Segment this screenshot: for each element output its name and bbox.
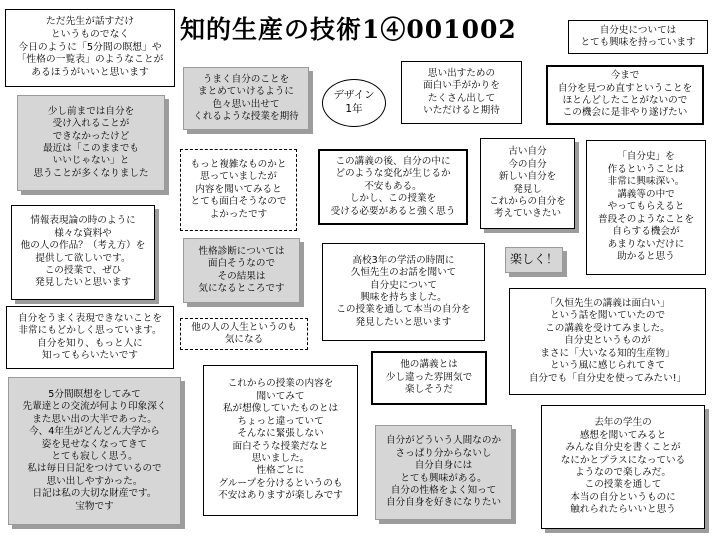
comment-card-22 <box>375 425 512 520</box>
card-line: 去年の学生の <box>594 417 652 429</box>
comment-card-16 <box>509 288 706 395</box>
card-line: どのような変化が生じるか <box>335 168 451 180</box>
card-line: 思い出しやすかった。 <box>46 475 143 487</box>
card-line: 非常にもどかしく思っています。 <box>18 325 162 337</box>
card-line: 考えていきたい <box>493 208 562 220</box>
comment-card-15 <box>505 247 563 273</box>
card-line: 知ってもらいたいです <box>42 349 138 361</box>
card-line: 思っていましたが <box>200 171 277 183</box>
card-line: 少し違った雰囲気で <box>385 371 473 383</box>
card-line: 思うことが多くなりました <box>33 167 149 179</box>
card-line: 自分を見つめ直すということを <box>557 82 693 94</box>
card-line: まとめていけるように <box>198 86 294 98</box>
card-line: 提供して欲しいです。 <box>35 252 131 264</box>
comment-card-3 <box>17 95 165 191</box>
card-line: 自分がどういう人間なのか <box>385 435 502 447</box>
card-line: 今の自分 <box>508 158 547 170</box>
card-line: 思いました。 <box>251 452 310 464</box>
card-line: この授業を通して本当の自分を <box>336 304 471 316</box>
card-line: 先輩達との交流が何より印象深く <box>22 401 167 413</box>
card-line: 自分をうまく表現できないことを <box>18 312 162 324</box>
card-line: 日記は私の大切な財産です。 <box>32 488 157 500</box>
card-line: やってもらえると <box>607 201 685 213</box>
comment-card-11 <box>586 140 706 275</box>
card-line: 助かると思う <box>617 251 675 263</box>
card-line: 自分史について <box>370 279 437 291</box>
comment-card-10 <box>480 138 575 229</box>
comment-card-19 <box>371 351 487 405</box>
card-line: 他の講義とは <box>400 359 458 371</box>
card-line: 「性格の一覧表」のようなことが <box>16 54 164 66</box>
card-line: 私が想像していたものとは <box>222 403 339 415</box>
card-line: 非常に興味深い。 <box>607 176 685 188</box>
card-line: 他の人の作品？（考え方）を <box>20 240 146 252</box>
card-line: 久恒先生のお話を聞いて <box>350 267 457 279</box>
card-line: 発見したいと思います <box>355 316 452 328</box>
card-line: まさに「大いなる知的生産物」 <box>540 347 675 359</box>
comment-card-4 <box>183 67 309 130</box>
grade-ellipse <box>322 79 386 127</box>
card-line: よかったです <box>209 208 268 220</box>
card-line: 聞いてみて <box>256 390 305 402</box>
card-line: という風に感じられてきて <box>549 360 666 372</box>
card-line: 他の人の人生というのも <box>191 321 297 333</box>
card-line: 面白そうなので <box>207 258 276 270</box>
card-line: 受ける必要があると強く思う <box>330 205 456 217</box>
card-line: この講義の後、自分の中に <box>335 155 451 167</box>
card-line: 自らする機会が <box>612 226 680 238</box>
card-line: とても興味を持っています <box>580 37 696 48</box>
card-line: 自分史については <box>599 24 677 36</box>
card-line: 自分でも「自分史を使ってみたい!」 <box>528 372 687 384</box>
comment-card-12 <box>11 205 155 300</box>
comment-card-20 <box>8 377 181 525</box>
comment-card-8 <box>180 149 297 231</box>
card-line: 新しい自分を <box>498 171 557 183</box>
card-line: 感想を聞いてみると <box>579 429 667 441</box>
card-line: 気になる <box>224 334 264 345</box>
card-line: 不安もある。 <box>364 180 422 192</box>
card-line: 今日のように「5分間の瞑想」や <box>18 41 162 53</box>
card-line: さっぱり分からないし <box>395 447 492 459</box>
card-line: いただけると期待 <box>423 104 500 116</box>
card-line: 私は毎日日記をつけているので <box>27 463 162 475</box>
comment-card-21 <box>203 365 358 516</box>
card-line: 情報表現論の時のように <box>30 215 136 227</box>
card-line: 性格ごとに <box>256 465 305 477</box>
card-line: 楽しく！ <box>509 252 558 267</box>
card-line: この授業を通して <box>584 479 662 491</box>
card-line: たくさん出して <box>427 92 496 104</box>
card-line: 1年 <box>345 103 363 115</box>
card-line: 自分を知り、もっと人に <box>37 337 143 349</box>
card-line: グループを分けるというのも <box>218 477 343 489</box>
card-line: あるほうがいいと思います <box>31 67 149 79</box>
card-line: 古い自分 <box>508 146 547 158</box>
card-line: しかし、この授業を <box>349 193 437 205</box>
comment-card-23 <box>541 405 705 529</box>
card-line: 「久恒先生の講義は面白い」 <box>545 297 670 309</box>
card-line: くれるような授業を期待 <box>193 110 299 122</box>
card-line: 今、4年生がどんどん大学から <box>29 426 160 438</box>
card-line: その結果は <box>217 270 266 282</box>
card-line: 興味を持ちました。 <box>360 292 447 303</box>
card-line: 受け入れることが <box>52 118 130 130</box>
card-line: 色々思い出せて <box>212 98 280 110</box>
card-line: 5分間瞑想をしてみて <box>48 388 141 400</box>
card-line: 気になるところです <box>198 282 285 294</box>
card-line: そんなに緊張しない <box>237 428 324 440</box>
card-line: 今まで <box>610 70 640 82</box>
comment-card-2 <box>568 20 708 54</box>
card-line: あまりないだけに <box>607 238 685 250</box>
card-line: なにかとプラスになっている <box>560 454 686 466</box>
card-line: この授業で、ぜひ <box>44 264 122 276</box>
card-line: みんな自分史を書くことが <box>565 442 681 454</box>
card-line: 普段そのようなことを <box>598 213 694 225</box>
card-line: 自分史というものが <box>564 335 651 347</box>
card-line: 面白い手がかりを <box>423 80 500 92</box>
comment-card-14 <box>322 243 485 341</box>
card-line: また思い出の大半であった。 <box>32 413 157 425</box>
card-line: 性格診断については <box>198 245 285 257</box>
card-line: 宝物です <box>75 500 114 512</box>
card-line: 触れられたらいいと思う <box>570 504 676 516</box>
card-line: とても興味がある。 <box>400 472 487 484</box>
card-line: 発見したいと思います <box>35 277 131 289</box>
card-line: 高校3年の学活の時間に <box>352 254 455 266</box>
card-line: 楽しそうだ <box>405 384 453 396</box>
card-line: いいじゃない」と <box>52 155 130 167</box>
card-line: とても寂しく思う。 <box>51 451 138 462</box>
card-line: 少し前までは自分を <box>47 105 135 117</box>
card-line: この機会に是非やり遂げたい <box>562 107 688 119</box>
card-line: 講義等の中で <box>617 188 675 200</box>
card-line: これからの授業の内容を <box>227 378 334 390</box>
comment-card-1 <box>5 9 175 87</box>
card-line: これからの自分を <box>489 195 566 207</box>
card-line: うまく自分のことを <box>202 73 290 85</box>
comment-card-13 <box>183 238 300 303</box>
card-line: 様々な資料や <box>54 227 112 239</box>
comment-card-18 <box>180 318 308 350</box>
card-line: 思い出すための <box>427 67 496 79</box>
card-line: 「自分史」を <box>617 151 675 163</box>
card-line: 内容を聞いてみると <box>195 183 282 195</box>
card-line: ほとんどしたことがないので <box>562 95 688 106</box>
card-line: もっと複雑なものかと <box>190 158 287 170</box>
page-title: 知的生産の技術1④001002 <box>180 15 517 44</box>
card-line: 本当の自分というものに <box>570 491 676 503</box>
comment-card-7 <box>546 65 704 125</box>
comment-card-6 <box>401 61 522 124</box>
card-line: 不安はありますが楽しみです <box>218 490 343 502</box>
card-line: ちょっと違っていて <box>237 415 324 427</box>
card-line: デザイン <box>333 89 375 102</box>
card-line: この講義を受けてみました。 <box>545 322 670 334</box>
card-line: 作るということは <box>607 163 685 175</box>
card-line: 姿を見せなくなってきて <box>41 438 148 450</box>
card-line: できなかったけど <box>52 130 130 142</box>
card-line: というものでなく <box>50 28 130 40</box>
card-line: 発見し <box>513 183 542 195</box>
card-line: 自分の性格をよく知って <box>390 484 497 496</box>
card-line: という話を聞いていたので <box>549 310 666 322</box>
card-line: とても面白そうなので <box>190 196 287 208</box>
card-line: ただ先生が話すだけ <box>45 16 135 28</box>
card-line: 自分自身を好きになりたい <box>385 497 502 509</box>
card-line: 面白そうな授業だなと <box>232 440 329 452</box>
card-line: 最近は「このままでも <box>43 143 139 154</box>
comment-card-17 <box>6 306 174 369</box>
comment-card-9 <box>318 149 468 225</box>
card-line: 自分自身には <box>414 460 473 472</box>
card-line: ようなので楽しみだ。 <box>575 467 671 478</box>
